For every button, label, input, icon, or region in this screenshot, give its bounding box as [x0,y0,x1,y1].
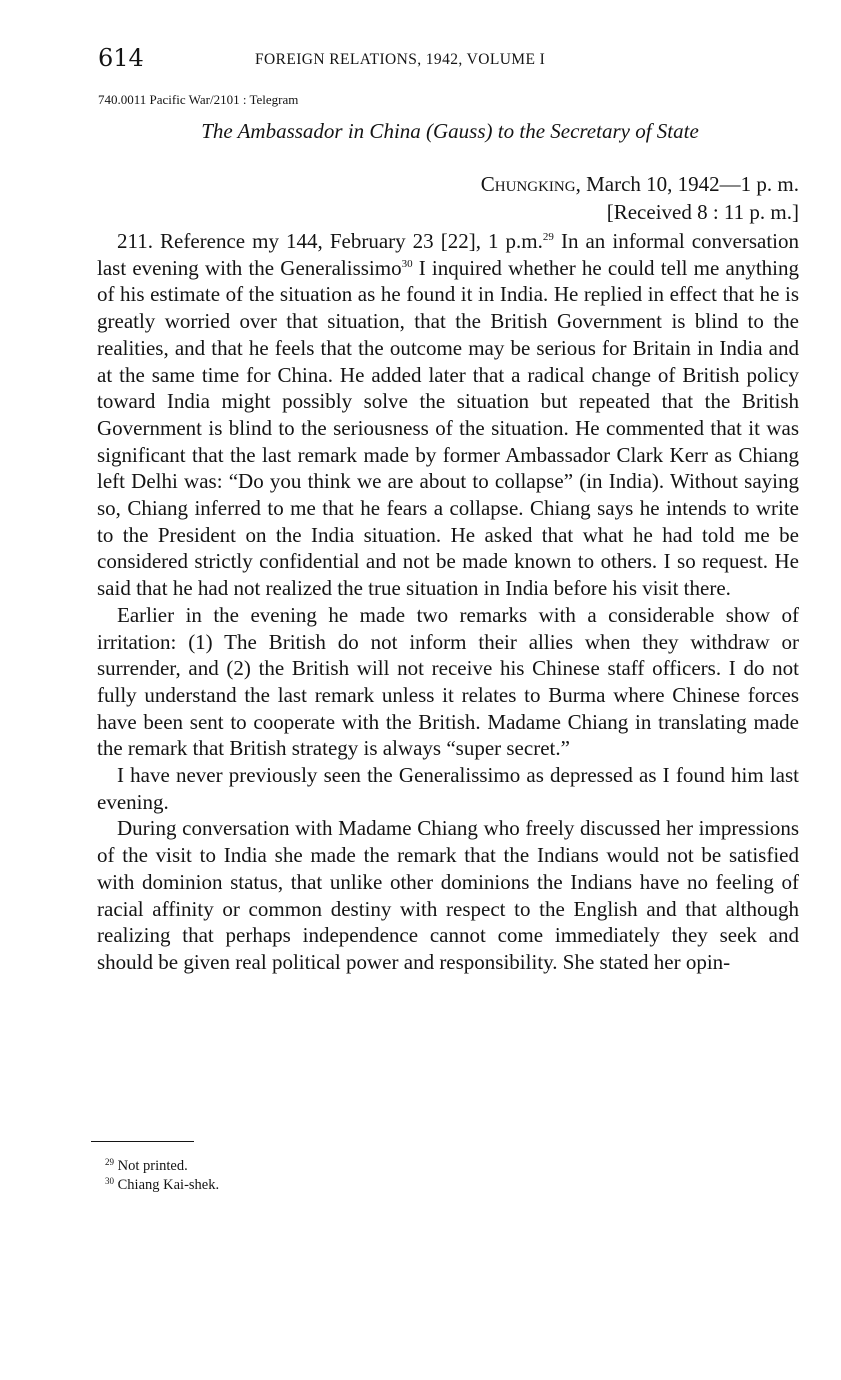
paragraph-3: I have never previously seen the Generalissimo as depressed as I found him last evening. [97,763,799,814]
paragraph-1-part-1: 211. Reference my 144, February 23 [22], 1 p.m. [117,229,543,253]
footnote-ref-30: 30 [401,257,413,270]
paragraph-1-part-3: I inquired whether he could tell me anything of his estimate of the situation as he found it in India. He replied in effect that he is greatly worried over that situation, that the British Government is blind to the realities, and that he feels that the outcome may be serious for Britain in India and at the same time for China. He added later that a radical change of British policy toward India might possibly solve the situation but repeated that the British Government is blind to the seriousness of the situation. He commented that it was significant that the last remark made by former Ambassador Clark Kerr as Chiang left Delhi was: “Do you think we are about to collapse” (in India). Without saying so, Chiang inferred to me that he fears a collapse. Chiang says he intends to write to the President on the India situation. He asked that what he had told me be considered strictly confidential and not be made known to others. I so request. He said that he had not realized the true situation in India before his visit there. [97,255,799,601]
footnote-mark: 30 [105,1176,114,1186]
running-head [98,44,798,76]
footnote-mark: 29 [105,1157,114,1167]
dateline-received: [Received 8 : 11 p. m.] [606,200,799,224]
dateline [481,170,799,226]
file-reference: 740.0011 Pacific War/2101 : Telegram [98,92,299,107]
footnote-text: Chiang Kai-shek. [117,1177,220,1193]
telegram-body [97,228,799,976]
dateline-place-date [481,170,799,198]
footnote-text: Not printed. [117,1158,188,1174]
paragraph-2: Earlier in the evening he made two remarks with a considerable show of irritation: (1) The British do not inform their allies when they withdraw or surrender, and (2) the British will not receive his Chinese staff officers. I do not fully understand the last remark unless it relates to Burma where Chinese forces have been sent to cooperate with the British. Madame Chiang in translating made the remark that British strategy is always “super secret.” [97,602,799,761]
paragraph-4: During conversation with Madame Chiang who freely discussed her impressions of the visit to India she made the remark that the Indians would not be satisfied with dominion status, that unlike other dominions the Indians have no feeling of racial affinity or common destiny with respect to the English and that although realizing that perhaps independence cannot come immediately they seek and should be given real political power and responsibility. She stated her opin- [97,816,799,974]
paragraph-1-part-2: In an informal conversation last evening with the Generalissimo [97,229,800,280]
paragraph-1 [97,228,799,602]
dateline-date: , March 10, 1942—1 p. m. [575,172,799,196]
footnote-30 [105,1176,219,1195]
footnote-divider [91,1141,194,1142]
footnotes [105,1157,219,1195]
footnote-29 [105,1157,219,1176]
running-title: FOREIGN RELATIONS, 1942, VOLUME I [255,51,546,68]
footnote-ref-29: 29 [542,231,554,243]
page-number: 614 [98,44,144,72]
dateline-place: Chungking [480,172,576,196]
document-title: The Ambassador in China (Gauss) to the Secretary of State [201,119,699,143]
